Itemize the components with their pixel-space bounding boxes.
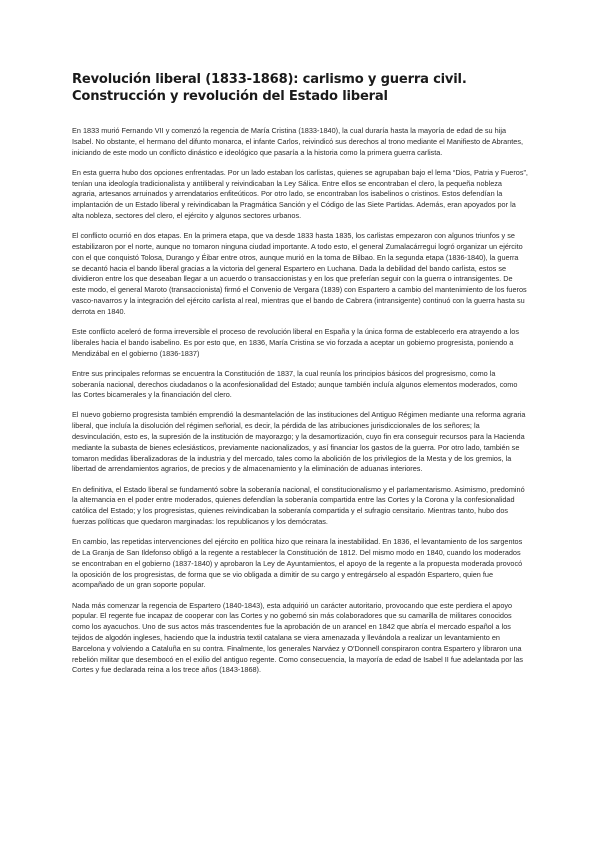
paragraph-revolucion: Este conflicto aceleró de forma irreversible el proceso de revolución liberal en España y la única forma de establecerlo era atrayendo a los liberales hacia el bando isabelino. Es por esto que, en 1836, María Cristina se vio forzada a aceptar un gobierno progresista, poniendo a Mendizábal en el gobierno (1836-1837): [72, 326, 519, 358]
paragraph-regencia: En 1833 murió Fernando VII y comenzó la regencia de María Cristina (1833-1840), la cual duraría hasta la mayoría de edad de su hija Isabel. No obstante, el hermano del difunto monarca, el infante Carlos, reivindicó sus derechos al trono mediante el Manifiesto de Abrantes, iniciando de este modo un conflicto dinástico e ideológico que pasaría a la historia como la primera guerra carlista.: [72, 126, 524, 157]
paragraph-reformas: El nuevo gobierno progresista también emprendió la desmantelación de las instituciones del Antiguo Régimen mediante una reforma agraria liberal, que incluía la disolución del régimen señorial, es decir, la pérdida de las atribuciones jurisdiccionales de los señores; la desvinculación, esto es, la supresión de la institución de mayorazgo; y la desamortización, cuyo fin era conseguir recursos para la Hacienda mediante la subasta de bienes eclesiásticos, previamente nacionalizados, y así financiar los gastos de la guerra. Por otro lado, también se tomaron medidas liberalizadoras de la industria y del mercado, tales como la abolición de los privilegios de la Mesta y de los gremios, la libertad de arrendamientos agrarios, de precios y de almacenamiento y la eliminación de aduanas interiores.: [72, 410, 526, 474]
paragraph-inestabilidad: En cambio, las repetidas intervenciones del ejército en política hizo que reinara la inestabilidad. En 1836, el levantamiento de los sargentos de La Granja de San Ildefonso obligó a la regente a restablecer la Constitución de 1812. Del mismo modo en 1840, cuando los moderados se encontraban en el gobierno (1837-1840) y aprobaron la Ley de Ayuntamientos, el apoyo de la regente a la propuesta moderada provocó la oposición de los progresistas, de forma que se vio obligada a dimitir de su cargo y entregárselo al espadón Espartero, quien fue acompañado de un gran soporte popular.: [72, 537, 523, 590]
paragraph-estado-liberal: En definitiva, el Estado liberal se fundamentó sobre la soberanía nacional, el constitucionalismo y el parlamentarismo. Asimismo, predominó la alternancia en el poder entre moderados, quienes defendían la soberanía compartida entre las Cortes y la Corona y la confesionalidad católica del Estado; y los progresistas, quienes reivindicaban la soberanía compartida y el sufragio censitario. Mientras tanto, hubo dos fuerzas políticas que quedaron marginadas: los republicanos y los demócratas.: [72, 484, 525, 527]
paragraph-constitucion-1837: Entre sus principales reformas se encuentra la Constitución de 1837, la cual reunía los principios básicos del progresismo, como la soberanía nacional, derechos ciudadanos o la aconfesionalidad del Estado; aunque también incluía algunos elementos moderados, como las Cortes bicamerales y la financiación del clero.: [72, 368, 518, 400]
paragraph-espartero: Nada más comenzar la regencia de Espartero (1840-1843), esta adquirió un carácter autoritario, provocando que este perdiera el apoyo popular. El regente fue incapaz de cooperar con las Cortes y no gobernó sin más colaboradores que su camarilla de militares conocidos como los ayacuchos. Uno de sus actos más trascendentes fue la aprobación de un arancel en 1842 que abría el mercado español a los tejidos de algodón ingleses, haciendo que la industria textil catalana se viera amenazada y llevándola a realizar un levantamiento en Barcelona y volviendo a Cataluña en su contra. Finalmente, los generales Narváez y O'Donnell conspiraron contra Espartero y libraron una rebelión militar que desembocó en el exilio del antiguo regente. Como consecuencia, la mayoría de edad de Isabel II fue adelantada por las Cortes y fue declarada reina a los trece años (1843-1868).: [72, 600, 524, 675]
paragraph-bandos: En esta guerra hubo dos opciones enfrentadas. Por un lado estaban los carlistas, quienes se agrupaban bajo el lema “Dios, Patria y Fueros”, tenían una ideología tradicionalista y antiliberal y reivindicaban la Ley Sálica. Entre ellos se encontraban el clero, la pequeña nobleza agraria, artesanos arruinados y arrendatarios enfiteúticos. Por otro lado, se encontraban los isabelinos o cristinos. Estos defendían la implantación de un Estado liberal y reivindicaban la Pragmática Sanción y el Código de las Siete Partidas. Además, eran apoyados por la alta nobleza, sectores del clero, el ejército y algunos sectores urbanos.: [72, 167, 528, 220]
paragraph-etapas: El conflicto ocurrió en dos etapas. En la primera etapa, que va desde 1833 hasta 1835, los carlistas empezaron con algunos triunfos y se estabilizaron por el norte, aunque no tomaron ninguna ciudad importante. A todo esto, el general Zumalacárregui logró organizar un ejército con el que conquistó Tolosa, Durango y Éibar entre otros, aunque murió en la toma de Bilbao. En la segunda etapa (1836-1840), la guerra se decantó hacia el bando liberal gracias a la victoria del general Espartero en Luchana. Dada la debilidad del bando carlista, estos se dividieron entre los que deseaban llegar a un acuerdo o transaccionistas y en los que preferían seguir con la guerra o intransigentes. De este modo, el general Maroto (transaccionista) firmó el Convenio de Vergara (1839) con Espartero a cambio del mantenimiento de los fueros vasco-navarros y la integración del ejército carlista al real, mientras que el bando de Cabrera (intransigente) continuó con la guerra hasta su derrota en 1840.: [72, 231, 527, 316]
document-title: Revolución liberal (1833-1868): carlismo y guerra civil. Construcción y revolución del Estado liberal: [72, 72, 467, 104]
